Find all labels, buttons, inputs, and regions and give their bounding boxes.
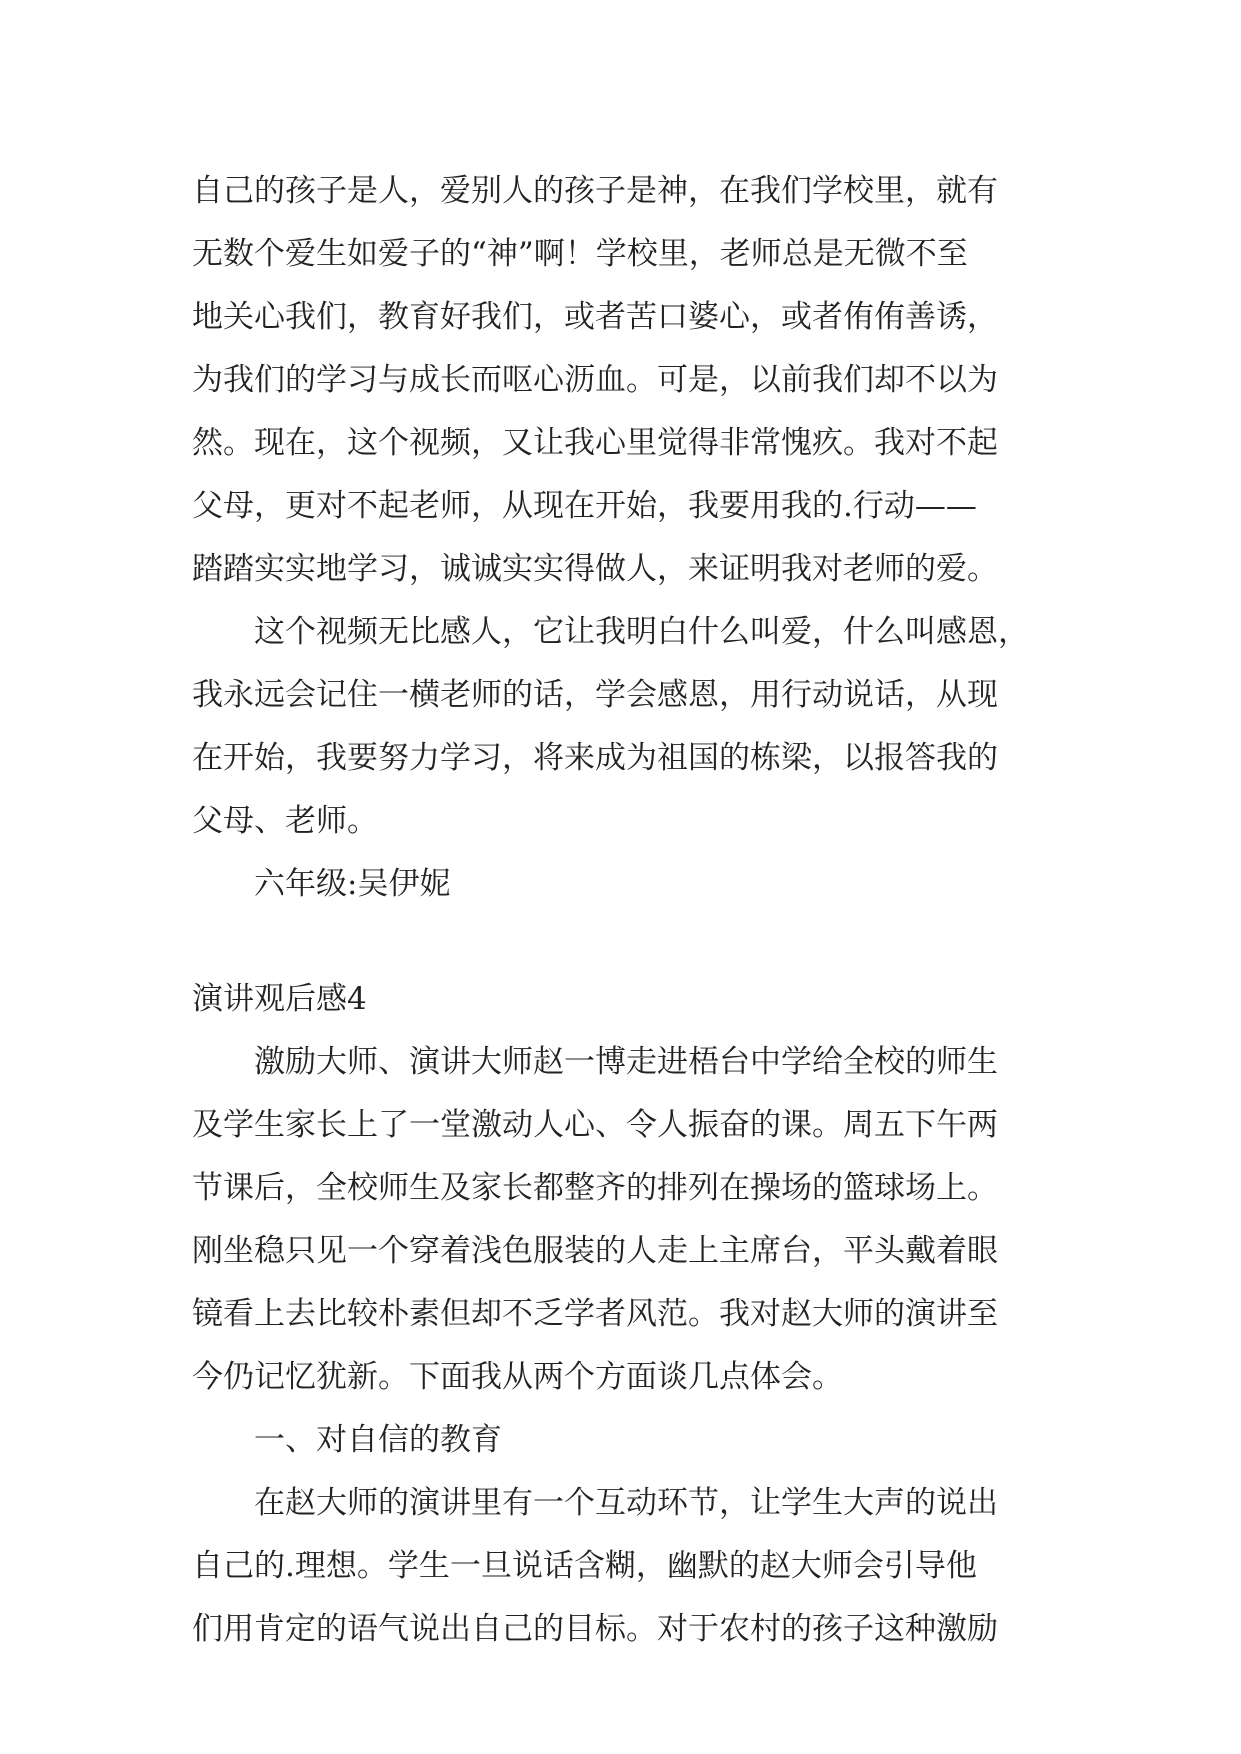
subheading: 一、对自信的教育 [254, 1422, 502, 1458]
text-line: 及学生家长上了一堂激动人心、令人振奋的课。周五下午两 [192, 1107, 998, 1143]
text-line: 节课后，全校师生及家长都整齐的排列在操场的篮球场上。 [192, 1170, 998, 1206]
text-line: 自己的.理想。学生一旦说话含糊，幽默的赵大师会引导他 [192, 1548, 977, 1584]
paragraph-intro [192, 1031, 1072, 1409]
text-line: 父母，更对不起老师，从现在开始，我要用我的.行动—— [192, 488, 977, 524]
text-line: 无数个爱生如爱子的“神”啊！学校里，老师总是无微不至 [192, 236, 968, 272]
paragraph-confidence [192, 1472, 1072, 1661]
section-title: 演讲观后感4 [192, 981, 367, 1017]
text-line: 们用肯定的语气说出自己的目标。对于农村的孩子这种激励 [192, 1611, 998, 1647]
text-line: 父母、老师。 [192, 803, 378, 839]
text-line: 我永远会记住一横老师的话，学会感恩，用行动说话，从现 [192, 677, 998, 713]
text-line: 踏踏实实地学习，诚诚实实得做人，来证明我对老师的爱。 [192, 551, 998, 587]
text-line: 地关心我们，教育好我们，或者苦口婆心，或者侑侑善诱， [192, 299, 998, 335]
text-line: 刚坐稳只见一个穿着浅色服装的人走上主席台，平头戴着眼 [192, 1233, 998, 1269]
text-line: 在开始，我要努力学习，将来成为祖国的栋梁，以报答我的 [192, 740, 998, 776]
text-line: 自己的孩子是人，爱别人的孩子是神，在我们学校里，就有 [192, 173, 998, 209]
paragraph-continued [192, 160, 1072, 601]
text-line: 然。现在，这个视频，又让我心里觉得非常愧疚。我对不起 [192, 425, 998, 461]
text-line: 激励大师、演讲大师赵一博走进梧台中学给全校的师生 [254, 1044, 998, 1080]
text-line: 在赵大师的演讲里有一个互动环节，让学生大声的说出 [254, 1485, 998, 1521]
author-signature: 六年级:吴伊妮 [254, 866, 451, 902]
text-line: 镜看上去比较朴素但却不乏学者风范。我对赵大师的演讲至 [192, 1296, 998, 1332]
text-line: 为我们的学习与成长而呕心沥血。可是，以前我们却不以为 [192, 362, 998, 398]
text-line: 今仍记忆犹新。下面我从两个方面谈几点体会。 [192, 1359, 843, 1395]
text-line: 这个视频无比感人，它让我明白什么叫爱，什么叫感恩， [254, 614, 1029, 650]
paragraph-conclusion [192, 601, 1072, 853]
document-body [192, 160, 1072, 1661]
section-spacer [192, 916, 1072, 968]
